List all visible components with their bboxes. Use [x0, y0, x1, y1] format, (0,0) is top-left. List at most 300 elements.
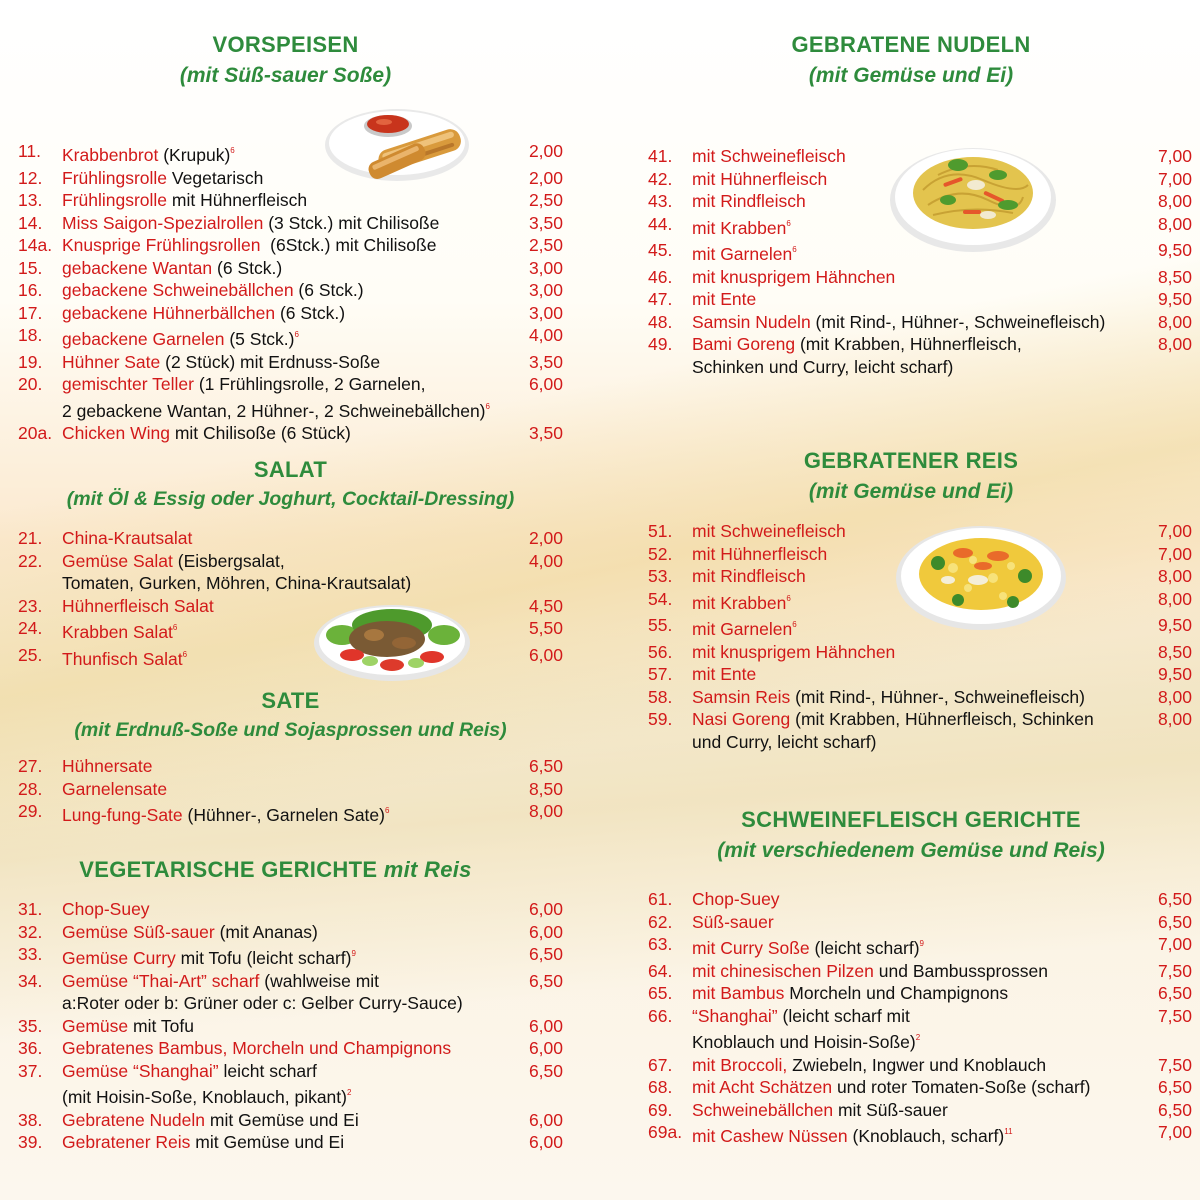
item-description — [62, 373, 503, 422]
menu-item — [18, 1037, 563, 1060]
continued-text: (mit Hoisin-Soße, Knoblauch, pikant) — [62, 1087, 347, 1107]
item-details: mit Tofu — [128, 1015, 194, 1036]
item-number: 64. — [648, 960, 673, 981]
menu-item — [648, 1099, 1192, 1122]
item-number: 66. — [648, 1005, 673, 1026]
item-name: Chop-Suey — [692, 889, 780, 909]
item-name: gebackene Schweinebällchen — [62, 280, 294, 300]
allergen-note: 9 — [351, 949, 356, 958]
item-price: 6,00 — [528, 1132, 563, 1152]
menu-item — [18, 1131, 563, 1154]
item-number: 11. — [18, 141, 42, 161]
item-name: Frühlingsrolle — [62, 190, 168, 210]
item-name: mit Krabben — [692, 592, 787, 613]
item-number: 62. — [648, 911, 673, 932]
section-subtitle: (mit Gemüse und Ei) — [808, 480, 1014, 503]
item-number: 37. — [18, 1060, 43, 1081]
item-description — [62, 550, 503, 595]
item-number: 41. — [648, 146, 673, 166]
item-details: (2 Stück) mit Erdnuss-Soße — [160, 351, 381, 372]
item-price: 5,50 — [528, 618, 563, 638]
item-description — [692, 663, 1132, 686]
item-name: mit Garnelen — [692, 244, 793, 264]
item-name: Bami Goreng — [692, 334, 796, 354]
section-title: VEGETARISCHE GERICHTE — [79, 857, 378, 882]
item-price: 7,00 — [1157, 146, 1192, 166]
item-price: 8,50 — [1157, 641, 1192, 662]
menu-item — [648, 888, 1192, 911]
item-name: Nasi Goreng — [692, 709, 791, 729]
item-number: 16. — [18, 280, 43, 300]
item-details: (6 Stck.) — [212, 257, 283, 278]
item-price: 8,00 — [1157, 709, 1192, 729]
item-name: mit Rindfleisch — [692, 566, 806, 586]
menu-item — [18, 302, 563, 325]
item-price: 2,00 — [528, 167, 563, 188]
item-price: 6,50 — [528, 970, 563, 991]
item-description — [62, 324, 503, 351]
item-description — [62, 1109, 503, 1132]
salad-plate-icon — [312, 595, 472, 685]
item-description — [692, 641, 1132, 664]
section-vegetarisch — [18, 857, 563, 883]
menu-item — [18, 167, 563, 190]
menu-item — [648, 708, 1192, 753]
item-details: mit Süß-sauer — [833, 1099, 948, 1120]
menu-item — [18, 778, 563, 801]
menu-item — [18, 140, 563, 167]
item-name: Garnelensate — [62, 778, 168, 799]
item-description — [62, 1131, 503, 1154]
item-details: (5 Stck.) — [224, 329, 295, 349]
item-description — [692, 982, 1132, 1005]
item-number: 43. — [648, 191, 673, 211]
item-details: mit Hühnerfleisch — [167, 190, 308, 210]
item-price: 6,00 — [528, 644, 563, 665]
item-description — [62, 234, 503, 257]
item-description — [62, 921, 503, 944]
item-name: mit Acht Schätzen — [692, 1077, 833, 1097]
item-name: Hühner Sate — [62, 351, 161, 372]
menu-item — [18, 257, 563, 280]
item-details: (3 Stck.) mit Chilisoße — [263, 212, 440, 233]
menu-item — [648, 686, 1192, 709]
item-description — [62, 1037, 503, 1060]
item-description — [692, 288, 1132, 311]
item-description — [692, 686, 1132, 709]
menu-item — [648, 960, 1192, 983]
section-subtitle: (mit Erdnuß-Soße und Sojasprossen und Reis) — [74, 719, 507, 741]
item-number: 24. — [18, 618, 43, 638]
menu-item — [648, 288, 1192, 311]
item-details: (wahlweise mit — [259, 970, 380, 991]
menu-item — [18, 755, 563, 778]
item-name: gebackene Hühnerbällchen — [62, 302, 276, 323]
item-description — [62, 1060, 503, 1109]
item-details: (mit Rind-, Hühner-, Schweinefleisch) — [790, 686, 1085, 707]
item-name: mit knusprigem Hähnchen — [692, 266, 896, 287]
item-details: (leicht scharf mit — [777, 1005, 910, 1026]
section-gebratene-nudeln — [648, 32, 1192, 89]
menu-item — [18, 324, 563, 351]
item-details-continued — [692, 731, 1132, 754]
item-details-continued — [62, 992, 503, 1015]
item-description — [62, 351, 503, 374]
item-name: mit Schweinefleisch — [692, 521, 846, 541]
item-price: 6,50 — [1157, 1099, 1192, 1120]
item-price: 2,50 — [528, 190, 563, 210]
item-details: leicht scharf — [218, 1060, 317, 1081]
continued-text: 2 gebackene Wantan, 2 Hühner-, 2 Schweinebällchen) — [62, 400, 486, 421]
section-subtitle: (mit Gemüse und Ei) — [808, 64, 1014, 87]
item-name: Chicken Wing — [62, 423, 170, 443]
item-description — [692, 1076, 1132, 1099]
item-details: (Eisbergsalat, — [172, 550, 285, 571]
item-name: Krabben Salat — [62, 622, 173, 642]
item-price: 6,50 — [528, 756, 563, 776]
item-number: 38. — [18, 1109, 43, 1130]
item-name: Lung-fung-Sate — [62, 805, 183, 825]
item-price: 8,00 — [1157, 213, 1192, 234]
item-details: Zwiebeln, Ingwer und Knoblauch — [787, 1054, 1047, 1075]
item-details-continued — [62, 1082, 503, 1109]
item-price: 6,50 — [1157, 911, 1192, 932]
menu-item — [18, 234, 563, 257]
item-price: 3,50 — [528, 351, 563, 372]
item-number: 21. — [18, 528, 43, 548]
item-description — [692, 960, 1132, 983]
item-name: mit Krabben — [692, 217, 787, 238]
item-name: mit Hühnerfleisch — [692, 543, 828, 564]
item-number: 32. — [18, 921, 43, 942]
item-number: 69. — [648, 1099, 673, 1120]
menu-list — [18, 527, 563, 670]
item-number: 56. — [648, 641, 673, 662]
item-price: 6,50 — [1157, 983, 1192, 1003]
item-number: 35. — [18, 1015, 43, 1036]
item-number: 67. — [648, 1054, 673, 1075]
item-name: Chop-Suey — [62, 899, 150, 919]
item-price: 8,00 — [1157, 191, 1192, 211]
continued-text: und Curry, leicht scharf) — [692, 731, 877, 752]
section-sate — [18, 688, 563, 743]
continued-text: a:Roter oder b: Grüner oder c: Gelber Curry-Sauce) — [62, 993, 463, 1013]
item-number: 47. — [648, 289, 673, 309]
item-name: mit Garnelen — [692, 619, 793, 639]
item-number: 29. — [18, 801, 43, 821]
menu-item — [18, 898, 563, 921]
menu-item — [18, 189, 563, 212]
item-price: 8,50 — [1157, 266, 1192, 287]
menu-item — [648, 1121, 1192, 1148]
item-name: Gemüse Süß-sauer — [62, 921, 215, 942]
item-description — [62, 970, 503, 1015]
item-price: 6,00 — [528, 1109, 563, 1130]
item-number: 51. — [648, 521, 673, 541]
item-number: 53. — [648, 566, 673, 586]
item-price: 7,50 — [1157, 1054, 1192, 1075]
item-name: mit Ente — [692, 289, 757, 309]
menu-item — [648, 1054, 1192, 1077]
item-description — [692, 1054, 1132, 1077]
item-details: (leicht scharf) — [809, 938, 920, 958]
item-price: 9,50 — [1157, 240, 1192, 260]
item-name: Gemüse Salat — [62, 550, 173, 571]
menu-item — [18, 373, 563, 422]
item-number: 23. — [18, 595, 43, 616]
rice-plate-icon — [893, 518, 1068, 633]
menu-item — [648, 911, 1192, 934]
item-details: mit Tofu (leicht scharf) — [175, 948, 352, 968]
item-price: 3,00 — [528, 257, 563, 278]
allergen-note: 6 — [786, 593, 791, 603]
item-description — [62, 257, 503, 280]
menu-item — [18, 422, 563, 445]
item-number: 54. — [648, 588, 673, 609]
item-name: gebackene Wantan — [62, 257, 213, 278]
allergen-note: 6 — [792, 245, 797, 254]
item-details: (1 Frühlingsrolle, 2 Garnelen, — [193, 374, 426, 394]
menu-item — [18, 1060, 563, 1109]
item-details: und Bambussprossen — [873, 960, 1049, 981]
item-details-continued — [62, 396, 503, 423]
item-name: mit Schweinefleisch — [692, 146, 846, 166]
item-description — [62, 302, 503, 325]
continued-text: Knoblauch und Hoisin-Soße) — [692, 1032, 916, 1052]
menu-item — [18, 527, 563, 550]
item-name: mit Hühnerfleisch — [692, 168, 828, 189]
menu-item — [648, 333, 1192, 378]
item-description — [62, 755, 503, 778]
menu-item — [648, 311, 1192, 334]
item-description — [62, 800, 503, 827]
item-description — [62, 943, 503, 970]
item-description — [692, 266, 1132, 289]
item-name: mit Broccoli, — [692, 1054, 788, 1075]
item-description — [692, 333, 1132, 378]
allergen-note: 6 — [786, 218, 791, 228]
item-description — [62, 189, 503, 212]
item-price: 7,00 — [1157, 521, 1192, 541]
item-number: 49. — [648, 334, 673, 354]
menu-item — [18, 595, 563, 618]
menu-list — [18, 898, 563, 1154]
item-name: Gemüse “Shanghai” — [62, 1060, 219, 1081]
item-description — [692, 1099, 1132, 1122]
item-details-continued — [62, 572, 503, 595]
menu-item — [648, 933, 1192, 960]
item-details: Vegetarisch — [167, 167, 264, 188]
item-details: (mit Rind-, Hühner-, Schweinefleisch) — [810, 311, 1106, 332]
springroll-plate-icon — [322, 100, 472, 185]
item-name: Knusprige Frühlingsrollen — [62, 235, 261, 255]
item-details: mit Gemüse und Ei — [205, 1109, 359, 1130]
item-price: 6,00 — [528, 921, 563, 942]
item-number: 59. — [648, 709, 673, 729]
continued-text: Tomaten, Gurken, Möhren, China-Krautsalat) — [62, 573, 412, 593]
allergen-note: 6 — [294, 330, 299, 339]
item-price: 9,50 — [1157, 664, 1192, 684]
menu-item — [648, 982, 1192, 1005]
item-description — [692, 311, 1132, 334]
item-name: Gebratener Reis — [62, 1132, 191, 1152]
item-description — [62, 778, 503, 801]
item-price: 6,00 — [528, 374, 563, 394]
section-salat — [18, 457, 563, 512]
item-number: 46. — [648, 266, 673, 287]
item-number: 61. — [648, 889, 673, 909]
item-price: 8,00 — [1157, 334, 1192, 354]
item-price: 6,50 — [528, 1060, 563, 1081]
item-name: mit Rindfleisch — [692, 191, 806, 211]
allergen-note: 2 — [346, 1088, 352, 1097]
allergen-note: 6 — [182, 649, 188, 659]
menu-list — [18, 140, 563, 445]
item-name: Miss Saigon-Spezialrollen — [62, 212, 264, 233]
item-number: 48. — [648, 311, 673, 332]
section-title: SATE — [261, 688, 320, 713]
item-price: 7,50 — [1157, 960, 1192, 981]
allergen-note: 6 — [485, 401, 490, 411]
item-description — [692, 911, 1132, 934]
allergen-note: 6 — [172, 623, 178, 632]
item-name: Gemüse — [62, 1015, 129, 1036]
item-number: 18. — [18, 325, 43, 345]
section-title-suffix: mit Reis — [377, 857, 472, 882]
item-name: Hühnerfleisch Salat — [62, 595, 214, 616]
menu-item — [18, 800, 563, 827]
item-price: 7,00 — [1157, 934, 1192, 954]
item-price: 3,00 — [528, 280, 563, 300]
item-number: 34. — [18, 970, 43, 991]
item-number: 14. — [18, 212, 43, 233]
item-price: 6,50 — [528, 944, 563, 964]
item-price: 3,00 — [528, 302, 563, 323]
item-details: (6 Stck.) — [275, 302, 346, 323]
item-number: 28. — [18, 778, 43, 799]
item-number: 14a. — [18, 235, 53, 255]
section-title: GEBRATENER REIS — [803, 448, 1019, 473]
menu-list — [18, 755, 563, 827]
item-details: (6Stck.) mit Chilisoße — [260, 235, 437, 255]
item-name: Gebratene Nudeln — [62, 1109, 206, 1130]
section-schweinefleisch — [648, 807, 1192, 864]
menu-item — [18, 550, 563, 595]
item-price: 6,00 — [528, 1038, 563, 1058]
menu-item — [18, 921, 563, 944]
item-name: Hühnersate — [62, 756, 153, 776]
item-price: 7,00 — [1157, 168, 1192, 189]
item-details: (Krupuk) — [158, 145, 231, 165]
allergen-note: 6 — [230, 146, 235, 155]
item-description — [62, 898, 503, 921]
item-number: 22. — [18, 550, 43, 571]
item-number: 33. — [18, 944, 43, 964]
item-price: 7,00 — [1157, 1122, 1192, 1142]
item-name: gemischter Teller — [62, 374, 194, 394]
item-number: 44. — [648, 213, 673, 234]
item-details-continued — [692, 356, 1132, 379]
item-price: 8,00 — [1157, 686, 1192, 707]
section-title: VORSPEISEN — [212, 32, 359, 57]
item-number: 27. — [18, 756, 43, 776]
item-description — [62, 279, 503, 302]
item-name: gebackene Garnelen — [62, 329, 225, 349]
item-number: 68. — [648, 1077, 673, 1097]
item-name: Schweinebällchen — [692, 1099, 834, 1120]
item-price: 8,00 — [1157, 588, 1192, 609]
item-details: (Knoblauch, scharf) — [847, 1126, 1005, 1146]
item-price: 6,00 — [528, 899, 563, 919]
item-name: Süß-sauer — [692, 911, 774, 932]
item-number: 39. — [18, 1132, 43, 1152]
item-details: Morcheln und Champignons — [784, 983, 1009, 1003]
section-title: GEBRATENE NUDELN — [791, 32, 1031, 57]
continued-text: Schinken und Curry, leicht scharf) — [692, 356, 954, 377]
allergen-note: 6 — [384, 806, 390, 815]
menu-item — [18, 279, 563, 302]
item-number: 52. — [648, 543, 673, 564]
item-price: 7,50 — [1157, 1005, 1192, 1026]
section-gebratener-reis — [648, 448, 1192, 505]
item-number: 55. — [648, 615, 673, 635]
item-number: 57. — [648, 664, 673, 684]
item-price: 4,00 — [528, 325, 563, 345]
item-description — [692, 708, 1132, 753]
menu-item — [18, 1015, 563, 1038]
item-description — [62, 422, 503, 445]
item-description — [62, 1015, 503, 1038]
item-price: 6,50 — [1157, 1077, 1192, 1097]
menu-item — [18, 1109, 563, 1132]
item-name: mit Ente — [692, 664, 757, 684]
item-name: Frühlingsrolle — [62, 167, 168, 188]
item-price: 8,00 — [1157, 566, 1192, 586]
item-description — [62, 527, 503, 550]
item-price: 9,50 — [1157, 289, 1192, 309]
menu-item — [648, 266, 1192, 289]
menu-item — [648, 663, 1192, 686]
menu-item — [18, 644, 563, 671]
section-title: SALAT — [253, 457, 328, 482]
item-name: Krabbenbrot — [62, 145, 159, 165]
item-details: und roter Tomaten-Soße (scharf) — [832, 1077, 1091, 1097]
item-price: 3,50 — [528, 212, 563, 233]
item-number: 13. — [18, 190, 43, 210]
menu-item — [18, 351, 563, 374]
section-subtitle: (mit Öl & Essig oder Joghurt, Cocktail-Dressing) — [66, 488, 515, 510]
item-name: Samsin Reis — [692, 686, 791, 707]
item-number: 15. — [18, 257, 43, 278]
item-price: 9,50 — [1157, 615, 1192, 635]
item-name: “Shanghai” — [692, 1005, 778, 1026]
section-title: SCHWEINEFLEISCH GERICHTE — [741, 807, 1081, 832]
item-price: 3,50 — [528, 423, 563, 443]
item-details: (mit Ananas) — [214, 921, 318, 942]
item-number: 36. — [18, 1038, 43, 1058]
section-subtitle: (mit Süß-sauer Soße) — [179, 64, 392, 87]
item-number: 12. — [18, 167, 43, 188]
noodle-plate-icon — [888, 135, 1058, 255]
item-price: 2,00 — [528, 141, 563, 161]
menu-item — [648, 1005, 1192, 1054]
item-number: 45. — [648, 240, 673, 260]
item-number: 65. — [648, 983, 673, 1003]
item-name: mit knusprigem Hähnchen — [692, 641, 896, 662]
item-number: 58. — [648, 686, 673, 707]
item-description — [692, 933, 1132, 960]
item-name: Thunfisch Salat — [62, 648, 183, 669]
